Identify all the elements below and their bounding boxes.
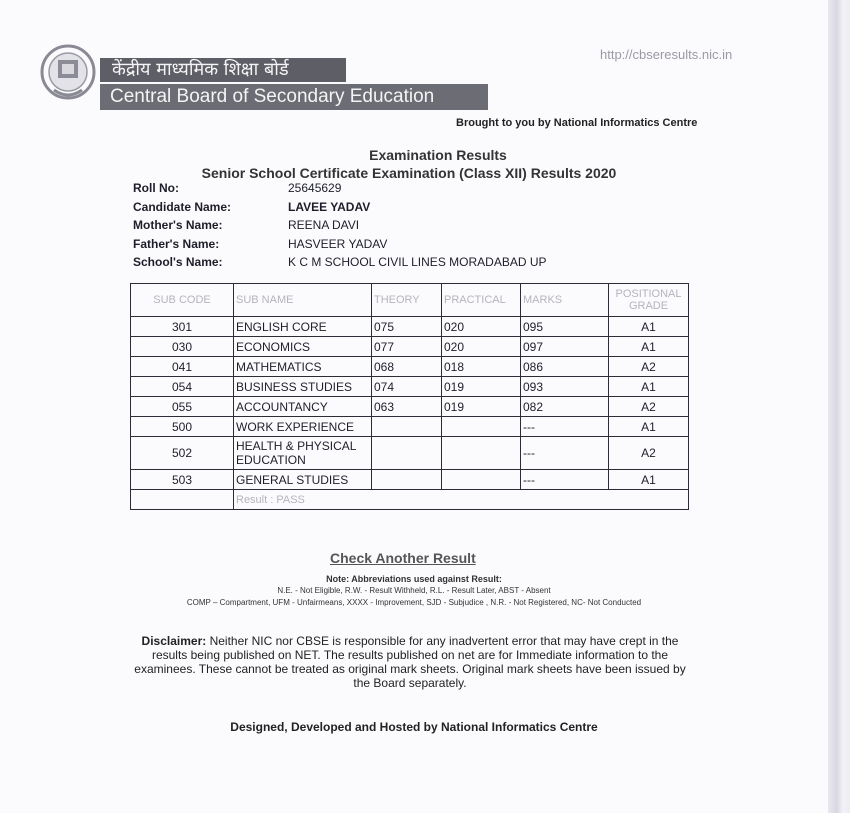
practical	[442, 417, 521, 437]
board-title-english: Central Board of Secondary Education	[100, 84, 488, 110]
marks: 086	[521, 357, 609, 377]
sub-name: BUSINESS STUDIES	[234, 377, 372, 397]
sub-code: 054	[131, 377, 234, 397]
grade: A2	[609, 437, 689, 470]
marks: 097	[521, 337, 609, 357]
marks: 082	[521, 397, 609, 417]
page-title: Examination Results	[369, 147, 507, 163]
disclaimer	[132, 634, 688, 690]
grade: A1	[609, 377, 689, 397]
marks: ---	[521, 437, 609, 470]
sub-name: ENGLISH CORE	[234, 317, 372, 337]
table-row	[131, 417, 689, 437]
sub-code: 301	[131, 317, 234, 337]
practical: 019	[442, 377, 521, 397]
sub-code: 055	[131, 397, 234, 417]
table-row	[131, 357, 689, 377]
practical	[442, 437, 521, 470]
grade: A1	[609, 317, 689, 337]
theory	[372, 470, 442, 490]
notes-title: Note: Abbreviations used against Result:	[326, 574, 502, 584]
sub-code: 500	[131, 417, 234, 437]
sub-code: 503	[131, 470, 234, 490]
theory: 074	[372, 377, 442, 397]
marks: ---	[521, 470, 609, 490]
table-header-row	[131, 284, 689, 317]
sub-code: 502	[131, 437, 234, 470]
sub-name: MATHEMATICS	[234, 357, 372, 377]
theory	[372, 417, 442, 437]
disclaimer-text: Neither NIC nor CBSE is responsible for any inadvertent error that may have crept in the results being published on NET. The results published on net are for Immediate information to the examinees. These cannot be treated as original mark sheets. Original mark sheets have been issued by the Board separately.	[134, 634, 686, 690]
marks: 095	[521, 317, 609, 337]
theory: 068	[372, 357, 442, 377]
grade: A1	[609, 470, 689, 490]
col-positional-grade: POSITIONAL GRADE	[609, 284, 689, 317]
father-name-label: Father's Name:	[133, 236, 220, 251]
grade: A1	[609, 337, 689, 357]
sub-code: 030	[131, 337, 234, 357]
table-row	[131, 317, 689, 337]
practical: 018	[442, 357, 521, 377]
practical: 019	[442, 397, 521, 417]
table-row	[131, 377, 689, 397]
check-another-result-link[interactable]: Check Another Result	[330, 550, 476, 566]
footer-credit: Designed, Developed and Hosted by National Informatics Centre	[230, 720, 598, 734]
theory: 077	[372, 337, 442, 357]
notes-line-1: N.E. - Not Eligible, R.W. - Result Withheld, R.L. - Result Later, ABST - Absent	[277, 586, 551, 595]
mother-name-value: REENA DAVI	[288, 218, 360, 232]
col-theory: THEORY	[372, 284, 442, 317]
sub-name: ECONOMICS	[234, 337, 372, 357]
table-row	[131, 470, 689, 490]
disclaimer-label: Disclaimer:	[141, 634, 207, 648]
mother-name-label: Mother's Name:	[133, 218, 223, 232]
school-name-label: School's Name:	[133, 255, 223, 269]
grade: A2	[609, 397, 689, 417]
marks: 093	[521, 377, 609, 397]
result-row	[131, 490, 689, 510]
result-status: Result : PASS	[234, 490, 689, 510]
col-marks: MARKS	[521, 284, 609, 317]
roll-label: Roll No:	[133, 181, 179, 195]
table-row	[131, 337, 689, 357]
brought-by-text: Brought to you by National Informatics Centre	[456, 117, 698, 129]
practical	[442, 470, 521, 490]
grade: A1	[609, 417, 689, 437]
notes-line-2: COMP – Compartment, UFM - Unfairmeans, XXXX - Improvement, SJD - Subjudice , N.R. - Not Registered, NC- Not Conducted	[186, 598, 642, 607]
practical: 020	[442, 337, 521, 357]
sub-name: ACCOUNTANCY	[234, 397, 372, 417]
grade: A2	[609, 357, 689, 377]
marks-table	[130, 283, 689, 510]
sub-name: HEALTH & PHYSICAL EDUCATION	[234, 437, 372, 470]
sub-name: WORK EXPERIENCE	[234, 417, 372, 437]
exam-title: Senior School Certificate Examination (Class XII) Results 2020	[201, 165, 617, 181]
practical: 020	[442, 317, 521, 337]
col-sub-name: SUB NAME	[234, 284, 372, 317]
theory	[372, 437, 442, 470]
school-name-value: K C M SCHOOL CIVIL LINES MORADABAD UP	[288, 255, 547, 269]
table-row	[131, 437, 689, 470]
table-row	[131, 397, 689, 417]
result-blank	[131, 490, 234, 510]
candidate-name-value: LAVEE YADAV	[288, 199, 371, 214]
candidate-name-label: Candidate Name:	[133, 199, 232, 214]
paper-edge	[828, 0, 850, 813]
col-practical: PRACTICAL	[442, 284, 521, 317]
sub-name: GENERAL STUDIES	[234, 470, 372, 490]
theory: 063	[372, 397, 442, 417]
site-url: http://cbseresults.nic.in	[600, 47, 733, 62]
father-name-value: HASVEER YADAV	[288, 236, 388, 251]
marks: ---	[521, 417, 609, 437]
theory: 075	[372, 317, 442, 337]
col-sub-code: SUB CODE	[131, 284, 234, 317]
roll-value: 25645629	[288, 181, 342, 195]
sub-code: 041	[131, 357, 234, 377]
cbse-emblem-icon	[40, 42, 96, 104]
board-title-hindi: केंद्रीय माध्यमिक शिक्षा बोर्ड	[100, 58, 346, 82]
